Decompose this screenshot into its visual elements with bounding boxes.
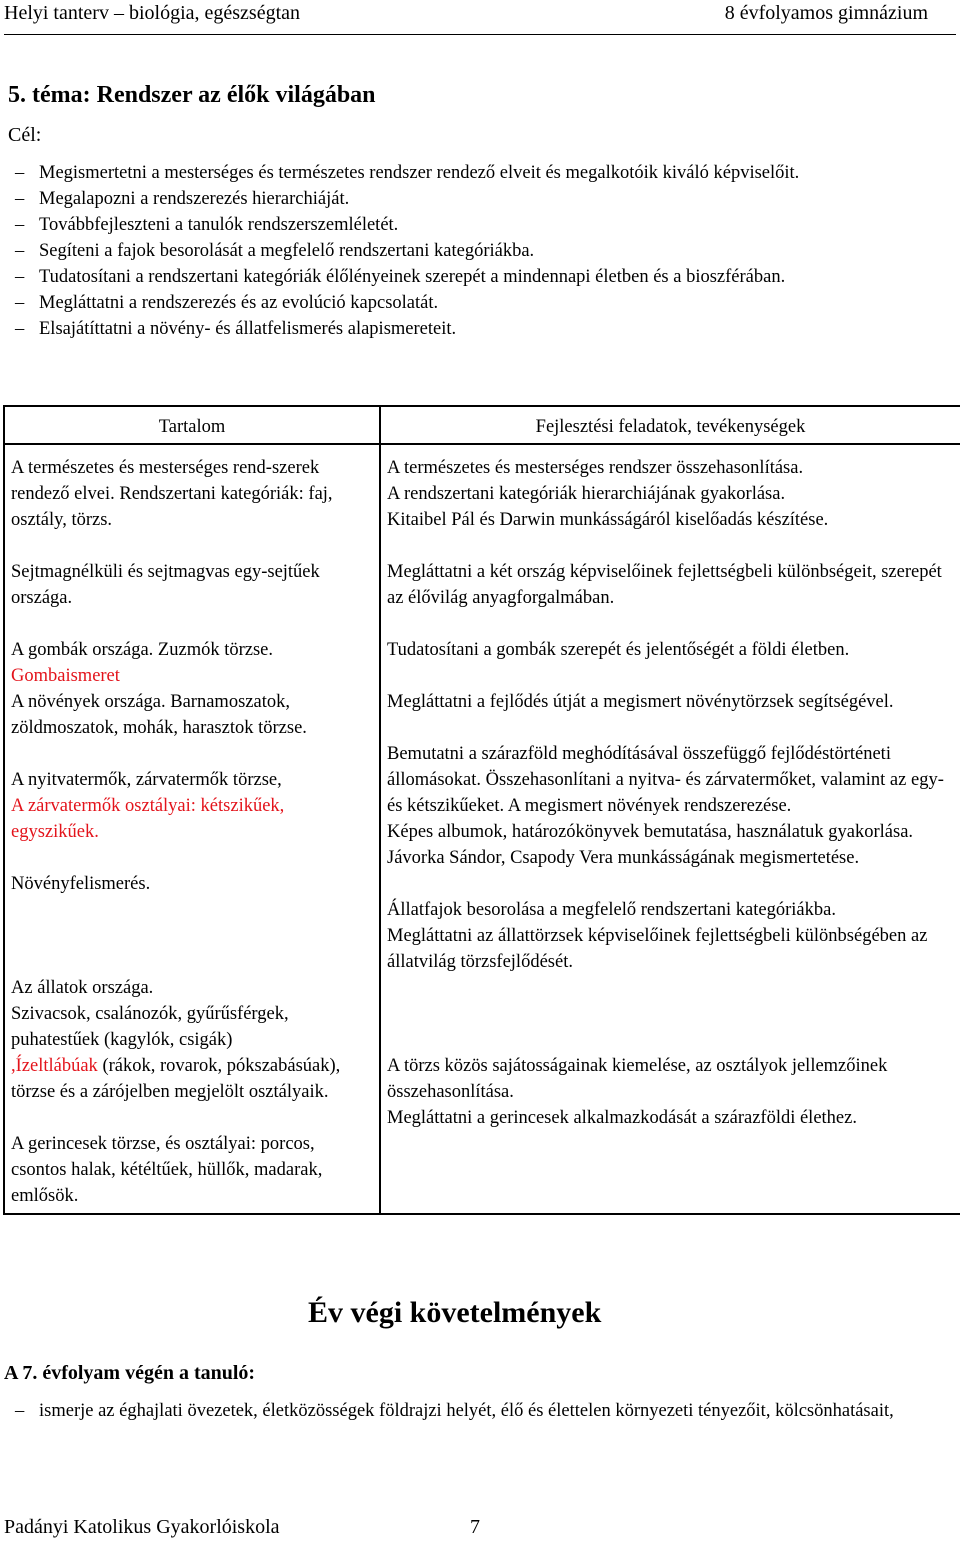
requirements-list <box>0 1398 928 1424</box>
header-rule <box>4 34 956 35</box>
dash-bullet: – <box>15 293 25 313</box>
highlight-text: Gombaismeret <box>11 666 120 686</box>
content-cell <box>4 444 380 1214</box>
content-block: A gerincesek törzse, és osztályai: porcos, csontos halak, kétéltűek, hüllők, madarak, emlősök. <box>11 1134 323 1206</box>
dash-bullet: – <box>15 319 25 339</box>
dash-bullet: – <box>15 267 25 287</box>
content-block: Az állatok országa. Szivacsok, csalánozók, gyűrűsférgek, puhatestűek (kagylók, csigák) ,Ízeltlábúak (rákok, rovarok, pókszabásúak), törzse és a zárójelben megjelölt osztályaik. <box>11 978 341 1102</box>
header-left: Helyi tanterv – biológia, egészségtan <box>4 2 301 24</box>
highlight-text: A zárvatermők osztályai: kétszikűek, egyszikűek. <box>11 796 285 842</box>
task-block: Megláttatni a fejlődés útját a megismert növénytörzsek segítségével. <box>387 692 894 712</box>
content-table <box>3 405 960 1215</box>
goal-label: Cél: <box>8 124 42 146</box>
goal-item: – Továbbfejleszteni a tanulók rendszerszemléletét. <box>0 212 928 238</box>
content-block: Sejtmagnélküli és sejtmagvas egy-sejtűek országa. <box>11 562 320 608</box>
goal-item: – Megismertetni a mesterséges és természetes rendszer rendező elveit és megalkotóik kiváló képviselőit. <box>0 160 928 186</box>
footer-page-number: 7 <box>470 1516 480 1538</box>
requirement-item: – ismerje az éghajlati övezetek, életközösségek földrajzi helyét, élő és élettelen környezeti tényezőit, kölcsönhatásait, <box>0 1398 928 1424</box>
dash-bullet: – <box>15 163 25 183</box>
goals-list <box>0 160 928 342</box>
task-block: A törzs közös sajátosságainak kiemelése, az osztályok jellemzőinek összehasonlítása. Megláttatni a gerincesek alkalmazkodását a szárazföldi élethez. <box>387 1056 888 1128</box>
task-block: Bemutatni a szárazföld meghódításával összefüggő fejlődéstörténeti állomásokat. Összehasonlítani a nyitva- és zárvatermőket, valamint az egy- és kétszikűeket. A megismert növények rendszerezése. Képes albumok, határozókönyvek bemutatása, használatuk gyakorlása. Jávorka Sándor, Csapody Vera munkásságának megismertetése. <box>387 744 944 868</box>
col-header-content: Tartalom <box>4 406 380 444</box>
task-block: Tudatosítani a gombák szerepét és jelentőségét a földi életben. <box>387 640 850 660</box>
dash-bullet: – <box>15 1401 25 1421</box>
goal-item: – Segíteni a fajok besorolását a megfelelő rendszertani kategóriákba. <box>0 238 928 264</box>
dash-bullet: – <box>15 189 25 209</box>
content-block: A nyitvatermők, zárvatermők törzse, A zárvatermők osztályai: kétszikűek, egyszikűek. <box>11 767 373 845</box>
header-right: 8 évfolyamos gimnázium <box>724 2 928 24</box>
col-header-tasks: Fejlesztési feladatok, tevékenységek <box>380 406 960 444</box>
task-block: A természetes és mesterséges rendszer összehasonlítása. A rendszertani kategóriák hierarchiájának gyakorlása. Kitaibel Pál és Darwin munkásságáról kiselőadás készítése. <box>387 458 829 530</box>
topic-title: 5. téma: Rendszer az élők világában <box>8 82 376 108</box>
dash-bullet: – <box>15 215 25 235</box>
content-block: A gombák országa. Zuzmók törzse. Gombaismeret A növények országa. Barnamoszatok, zöldmoszatok, mohák, harasztok törzse. <box>11 637 373 741</box>
content-block: A természetes és mesterséges rend-szerek rendező elvei. Rendszertani kategóriák: faj, osztály, törzs. <box>11 458 333 530</box>
highlight-text: ,Ízeltlábúak <box>11 1056 98 1076</box>
goal-item: – Megláttatni a rendszerezés és az evolúció kapcsolatát. <box>0 290 928 316</box>
task-block: Megláttatni a két ország képviselőinek fejlettségbeli különbségeit, szerepét az élővilág anyagforgalmában. <box>387 562 942 608</box>
dash-bullet: – <box>15 241 25 261</box>
content-block: Növényfelismerés. <box>11 874 151 894</box>
goal-item: – Tudatosítani a rendszertani kategóriák élőlényeinek szerepét a mindennapi életben és a bioszférában. <box>0 264 928 290</box>
goal-item: – Elsajátíttatni a növény- és állatfelismerés alapismereteit. <box>0 316 928 342</box>
grade-heading: A 7. évfolyam végén a tanuló: <box>4 1362 256 1384</box>
tasks-cell <box>380 444 960 1214</box>
footer-school: Padányi Katolikus Gyakorlóiskola <box>4 1516 280 1538</box>
year-end-title: Év végi követelmények <box>308 1296 602 1329</box>
goal-item: – Megalapozni a rendszerezés hierarchiáját. <box>0 186 928 212</box>
task-block: Állatfajok besorolása a megfelelő rendszertani kategóriákba. Megláttatni az állattörzsek képviselőinek fejlettségbeli különbségében az állatvilág törzsfejlődését. <box>387 900 928 972</box>
